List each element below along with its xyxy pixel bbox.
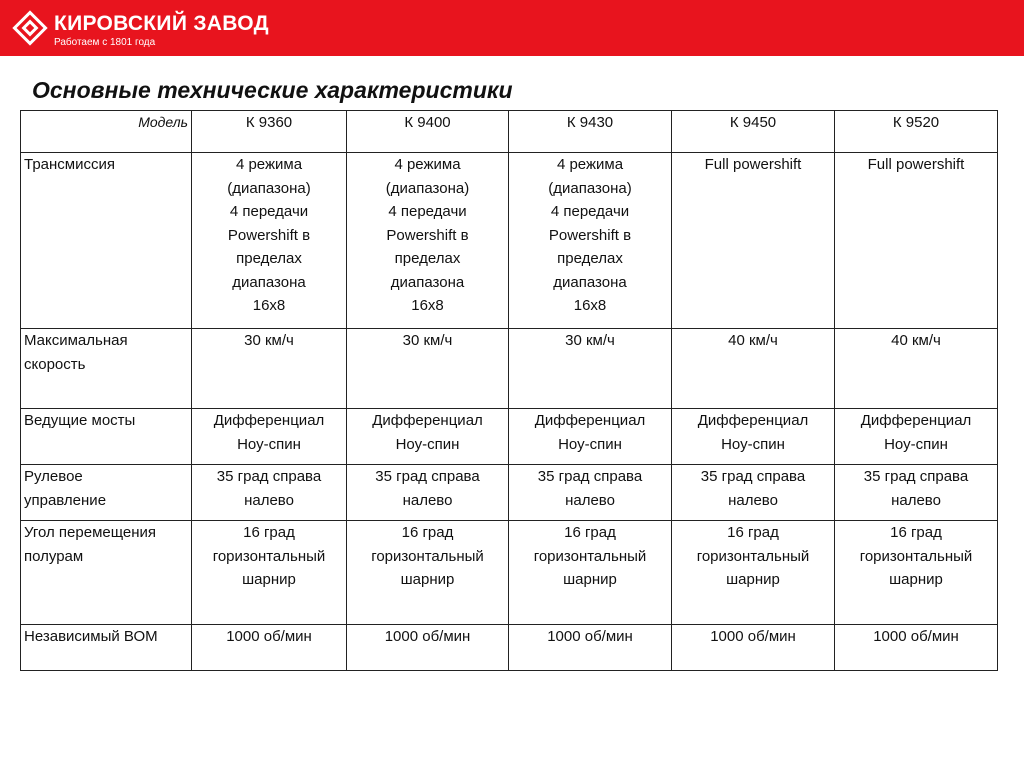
cell-line: налево	[891, 491, 941, 509]
cell-line: 16х8	[573, 297, 607, 314]
cell-line: 35 град справа	[700, 468, 806, 485]
cell-line: налево	[565, 491, 615, 509]
table-cell	[192, 153, 347, 329]
table-cell	[509, 409, 672, 465]
cell-line: шарнир	[889, 571, 943, 588]
table-row	[21, 153, 998, 329]
cell-line: 1000 об/мин	[226, 628, 312, 645]
table-row	[21, 465, 998, 521]
row-label	[21, 153, 192, 329]
table-cell	[835, 409, 998, 465]
table-cell	[347, 409, 509, 465]
table-cell	[192, 465, 347, 521]
cell-line: 35 град справа	[537, 468, 643, 485]
cell-line: 30 км/ч	[565, 332, 615, 349]
row-label	[21, 465, 192, 521]
cell-line: горизонтальный	[533, 547, 647, 565]
cell-line: Дифференциал	[860, 412, 972, 429]
cell-line: 4 передачи	[550, 203, 630, 220]
model-header: К 9400	[347, 111, 509, 153]
row-label-line: Независимый ВОМ	[24, 628, 158, 645]
row-label	[21, 625, 192, 671]
cell-line: 16 град	[564, 524, 616, 541]
cell-line: Ноу-спин	[721, 435, 785, 453]
cell-line: 16 град	[727, 524, 779, 541]
cell-line: Powershift в	[548, 226, 632, 244]
row-label-line: Угол перемещения	[24, 524, 157, 541]
brand-name: КИРОВСКИЙ ЗАВОД	[54, 12, 269, 35]
cell-line: Дифференциал	[213, 412, 325, 429]
cell-line: 16 град	[243, 524, 295, 541]
model-column-header: Модель	[21, 111, 192, 153]
cell-line: Ноу-спин	[395, 435, 460, 453]
cell-line: шарнир	[563, 571, 617, 588]
table-cell	[835, 465, 998, 521]
cell-line: 4 передачи	[388, 203, 467, 220]
table-row	[21, 329, 998, 409]
table-cell	[347, 465, 509, 521]
cell-line: шарнир	[400, 571, 455, 588]
table-cell	[509, 625, 672, 671]
cell-line: 1000 об/мин	[873, 628, 959, 645]
row-label	[21, 409, 192, 465]
table-cell	[835, 625, 998, 671]
table-cell	[192, 409, 347, 465]
table-cell	[192, 625, 347, 671]
cell-line: 16 град	[401, 524, 454, 541]
model-header: К 9520	[835, 111, 998, 153]
table-cell	[509, 521, 672, 625]
table-cell	[347, 329, 509, 409]
table-cell	[835, 153, 998, 329]
kirovsky-logo-icon	[12, 10, 48, 46]
cell-line: 30 км/ч	[244, 332, 294, 349]
cell-line: 16 град	[890, 524, 942, 541]
table-cell	[192, 329, 347, 409]
table-cell	[672, 625, 835, 671]
table-cell	[835, 521, 998, 625]
cell-line: пределах	[236, 250, 302, 267]
cell-line: 16х8	[411, 297, 444, 314]
specs-table	[20, 110, 998, 671]
cell-line: Ноу-спин	[237, 435, 301, 453]
table-cell	[672, 409, 835, 465]
table-cell	[672, 521, 835, 625]
cell-line: Ноу-спин	[558, 435, 622, 453]
cell-line: 40 км/ч	[891, 332, 941, 349]
cell-line: горизонтальный	[696, 547, 810, 565]
table-cell	[672, 153, 835, 329]
cell-line: 1000 об/мин	[710, 628, 796, 645]
table-row	[21, 521, 998, 625]
cell-line: горизонтальный	[212, 547, 326, 565]
table-cell	[192, 521, 347, 625]
cell-line: 30 км/ч	[402, 332, 453, 349]
cell-line: 4 режима	[235, 156, 303, 173]
cell-line: 4 передачи	[229, 203, 309, 220]
table-cell	[509, 329, 672, 409]
cell-line: Powershift в	[386, 226, 469, 244]
table-cell	[672, 329, 835, 409]
cell-line: 35 град справа	[863, 468, 969, 485]
row-label-line: Максимальная	[24, 332, 128, 349]
row-label-line: управление	[24, 491, 107, 509]
cell-line: диапазона	[390, 273, 465, 291]
table-cell	[509, 465, 672, 521]
cell-line: горизонтальный	[859, 547, 973, 565]
row-label	[21, 329, 192, 409]
table-cell	[347, 521, 509, 625]
cell-line: налево	[728, 491, 778, 509]
cell-line: горизонтальный	[371, 547, 484, 565]
table-cell	[672, 465, 835, 521]
table-cell	[509, 153, 672, 329]
row-label-line: полурам	[24, 547, 84, 565]
cell-line: Дифференциал	[372, 412, 483, 429]
cell-line: шарнир	[726, 571, 780, 588]
model-header: К 9430	[509, 111, 672, 153]
table-row	[21, 409, 998, 465]
cell-line: 40 км/ч	[728, 332, 778, 349]
cell-line: налево	[244, 491, 294, 509]
table-cell	[347, 153, 509, 329]
cell-line: шарнир	[242, 571, 296, 588]
cell-line: 4 режима	[556, 156, 624, 173]
model-header: К 9450	[672, 111, 835, 153]
cell-line: 1000 об/мин	[384, 628, 471, 645]
table-row	[21, 625, 998, 671]
table-header-row	[21, 111, 998, 153]
row-label-line: скорость	[24, 355, 86, 373]
cell-line: 4 режима	[394, 156, 461, 173]
cell-line: пределах	[394, 250, 461, 267]
cell-line: 35 град справа	[375, 468, 480, 485]
cell-line: (диапазона)	[227, 179, 311, 197]
header-bar	[0, 0, 1024, 56]
row-label-line: Трансмиссия	[24, 156, 115, 173]
cell-line: Дифференциал	[534, 412, 646, 429]
cell-line: 35 град справа	[216, 468, 322, 485]
page-title: Основные технические характеристики	[32, 77, 513, 103]
cell-line: Full powershift	[867, 156, 965, 173]
cell-line: налево	[402, 491, 453, 509]
cell-line: 16х8	[252, 297, 286, 314]
table-cell	[347, 625, 509, 671]
cell-line: Full powershift	[704, 156, 802, 173]
cell-line: Ноу-спин	[884, 435, 948, 453]
model-header: К 9360	[192, 111, 347, 153]
cell-line: диапазона	[232, 273, 306, 291]
cell-line: диапазона	[553, 273, 627, 291]
cell-line: (диапазона)	[385, 179, 470, 197]
cell-line: Дифференциал	[697, 412, 809, 429]
cell-line: 1000 об/мин	[547, 628, 633, 645]
cell-line: (диапазона)	[548, 179, 632, 197]
brand-tagline: Работаем с 1801 года	[54, 37, 156, 48]
cell-line: пределах	[557, 250, 623, 267]
row-label-line: Ведущие мосты	[24, 412, 136, 429]
table-cell	[835, 329, 998, 409]
cell-line: Powershift в	[227, 226, 311, 244]
row-label	[21, 521, 192, 625]
row-label-line: Рулевое	[24, 468, 83, 485]
